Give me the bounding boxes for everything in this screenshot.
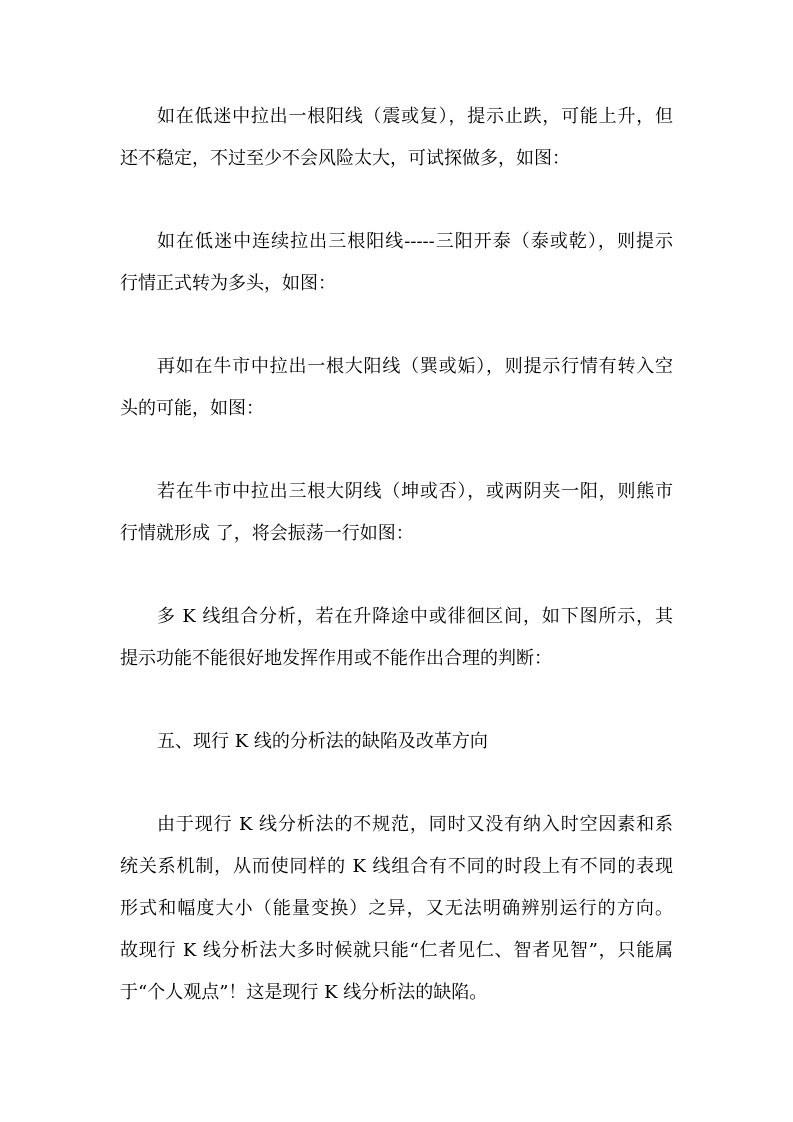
paragraph-5-line-1: 多 K 线组合分析，若在升降途中或徘徊区间，如下图所示，其 <box>157 606 673 627</box>
paragraph-3-line-2: 头的可能，如图： <box>120 398 264 419</box>
paragraph-7-line-4: 故现行 K 线分析法大多时候就只能“仁者见仁、智者见智”，只能属 <box>120 940 673 961</box>
paragraph-7-line-1: 由于现行 K 线分析法的不规范，同时又没有纳入时空因素和系 <box>157 814 673 835</box>
paragraph-1-line-1: 如在低迷中拉出一根阳线（震或复），提示止跌，可能上升，但 <box>157 106 673 127</box>
paragraph-7-line-3: 形式和幅度大小（能量变换）之异，又无法明确辨别运行的方向。 <box>120 898 673 919</box>
paragraph-3-line-1: 再如在牛市中拉出一根大阳线（巽或姤），则提示行情有转入空 <box>157 356 673 377</box>
section-heading: 五、现行 K 线的分析法的缺陷及改革方向 <box>157 731 488 752</box>
paragraph-2-line-2: 行情正式转为多头，如图： <box>120 273 336 294</box>
paragraph-1-line-2: 还不稳定，不过至少不会风险太大，可试探做多，如图： <box>120 148 570 169</box>
paragraph-7-line-5: 于“个人观点”！这是现行 K 线分析法的缺陷。 <box>120 982 488 1003</box>
paragraph-7-line-2: 统关系机制，从而使同样的 K 线组合有不同的时段上有不同的表现 <box>120 856 673 877</box>
paragraph-5-line-2: 提示功能不能很好地发挥作用或不能作出合理的判断： <box>120 648 552 669</box>
paragraph-4-line-1: 若在牛市中拉出三根大阴线（坤或否），或两阴夹一阳，则熊市 <box>157 481 673 502</box>
paragraph-2-line-1: 如在低迷中连续拉出三根阳线-----三阳开泰（泰或乾），则提示 <box>157 231 673 252</box>
paragraph-4-line-2: 行情就形成 了，将会振荡一行如图： <box>120 523 414 544</box>
